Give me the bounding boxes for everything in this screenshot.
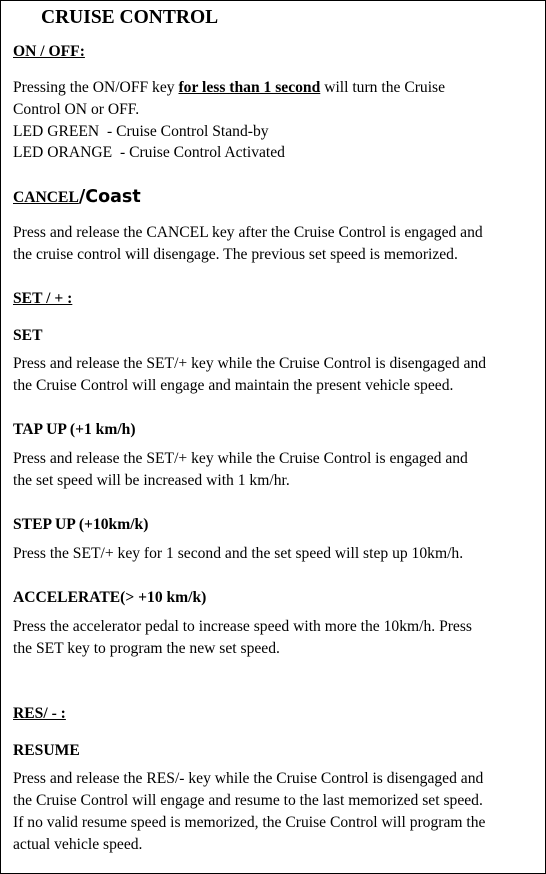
- step-up-line-1: Press the SET/+ key for 1 second and the set speed will step up 10km/h.: [13, 545, 464, 562]
- set-line-2: the Cruise Control will engage and maintain the present vehicle speed.: [13, 377, 454, 394]
- on-off-line-2: Control ON or OFF.: [13, 101, 140, 118]
- tap-up-line-1: Press and release the SET/+ key while the Cruise Control is engaged and: [13, 450, 468, 467]
- res-heading: RES/ - :: [13, 705, 66, 722]
- on-off-heading: ON / OFF:: [13, 43, 85, 60]
- on-off-line-1-pre: Pressing the ON/OFF key: [13, 79, 179, 96]
- resume-line-2: the Cruise Control will engage and resume to the last memorized set speed.: [13, 792, 483, 809]
- led-orange-line: LED ORANGE - Cruise Control Activated: [13, 144, 285, 161]
- set-subheading: SET: [13, 327, 43, 344]
- resume-line-4: actual vehicle speed.: [13, 836, 143, 853]
- led-green-line: LED GREEN - Cruise Control Stand-by: [13, 123, 269, 140]
- cancel-heading-label: CANCEL: [13, 189, 79, 206]
- resume-line-3: If no valid resume speed is memorized, the Cruise Control will program the: [13, 814, 486, 831]
- on-off-emphasis: for less than 1 second: [178, 79, 321, 96]
- tap-up-line-2: the set speed will be increased with 1 km/hr.: [13, 472, 290, 489]
- accelerate-line-1: Press the accelerator pedal to increase speed with more the 10km/h. Press: [13, 618, 472, 635]
- cancel-heading: [13, 186, 141, 209]
- accelerate-line-2: the SET key to program the new set speed.: [13, 640, 280, 657]
- set-heading: SET / + :: [13, 290, 73, 307]
- resume-subheading: RESUME: [13, 742, 80, 759]
- step-up-subheading: STEP UP (+10km/k): [13, 516, 149, 533]
- resume-line-1: Press and release the RES/- key while the Cruise Control is disengaged and: [13, 770, 484, 787]
- accelerate-subheading: ACCELERATE(> +10 km/k): [13, 589, 207, 606]
- cancel-line-1: Press and release the CANCEL key after the Cruise Control is engaged and: [13, 224, 483, 241]
- coast-heading-label: /Coast: [78, 187, 141, 207]
- cancel-line-2: the cruise control will disengage. The previous set speed is memorized.: [13, 246, 458, 263]
- set-line-1: Press and release the SET/+ key while the Cruise Control is disengaged and: [13, 355, 487, 372]
- page-title: CRUISE CONTROL: [41, 7, 219, 28]
- on-off-line-1: [13, 77, 445, 99]
- on-off-line-1-post: will turn the Cruise: [320, 79, 446, 96]
- tap-up-subheading: TAP UP (+1 km/h): [13, 421, 136, 438]
